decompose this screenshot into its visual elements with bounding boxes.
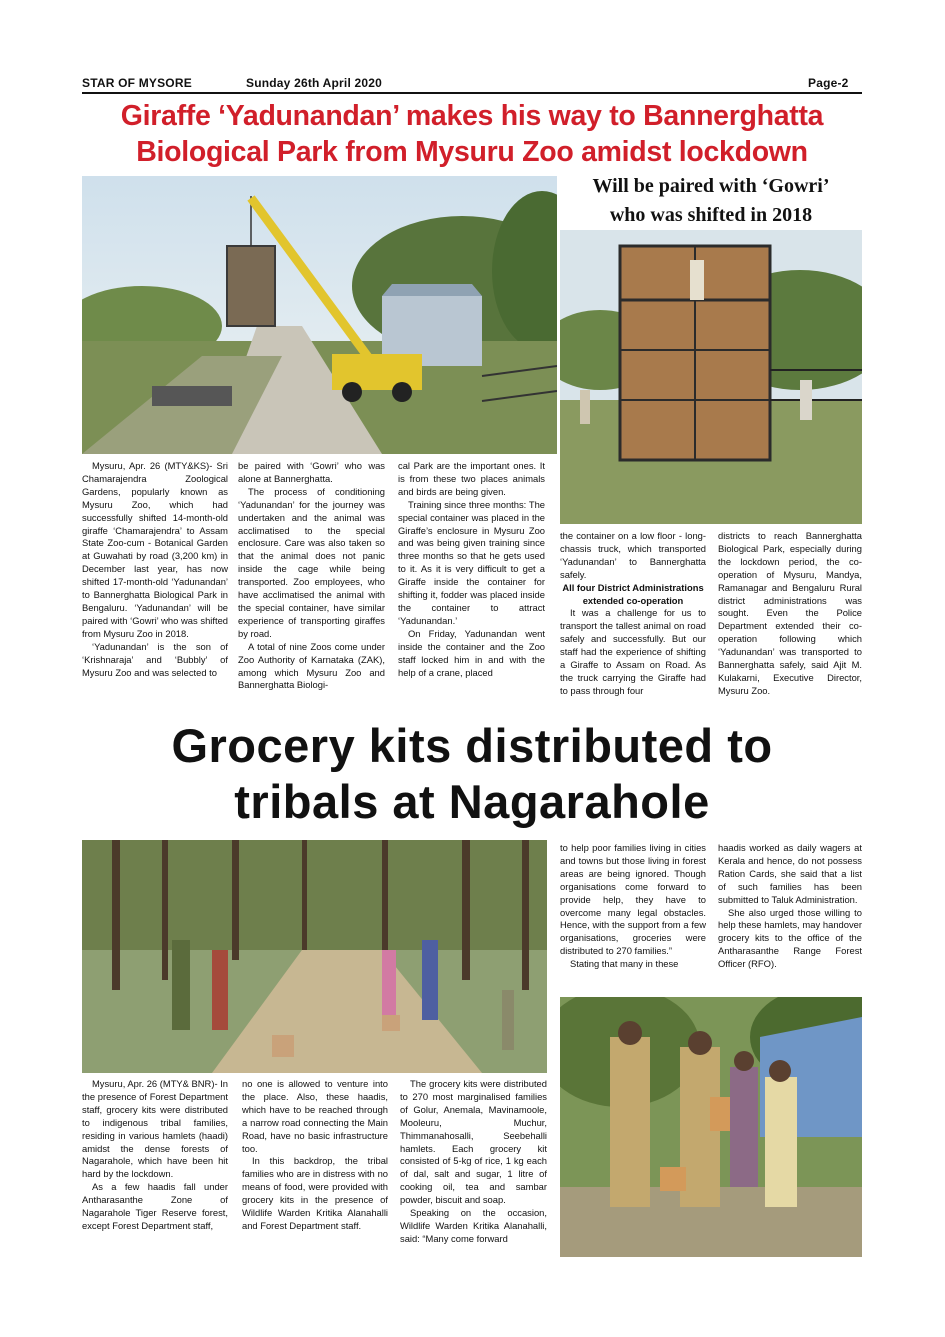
grocery-headline-line2: tribals at Nagarahole [234, 775, 710, 828]
handover-photo [560, 997, 862, 1257]
giraffe-col-2-para-3: A total of nine Zoos come under Zoo Authority of Karnataka (ZAK), among which Mysuru Zoo and Bannerghatta Biologi- [238, 640, 385, 691]
giraffe-col-3-para-2: Training since three months: The special container was placed in the Giraffe’s enclosure in Mysuru Zoo and was being given training since three months so that he gets used to it. As it is very difficult to get a Giraffe inside the container for shifting it, fodder was placed inside the container to attract ‘Yadunandan.’ [398, 498, 545, 626]
giraffe-col-4-para-2: It was a challenge for us to transport the tallest animal on road safely and successfully. But our staff had the experience of shifting a Giraffe to Assam on Road. As the truck carrying the Giraffe had to pass through four [560, 607, 706, 696]
grocery-top-right-para-1: haadis worked as daily wagers at Kerala and hence, do not possess Ration Cards, she said that a list of such families has been submitted to Taluk Administration. [718, 842, 862, 905]
district-cooperation-subhead [560, 582, 706, 608]
grocery-headline-line1: Grocery kits distributed to [171, 719, 773, 772]
giraffe-col-2 [238, 460, 385, 692]
forest-distribution-photo [82, 840, 547, 1073]
grocery-col-2-para-1: no one is allowed to venture into the place. Also, these haadis, which have to be reached through a narrow road connecting the Main Road, have no basic infrastructure too. [242, 1078, 388, 1154]
district-subhead-line1: All four District Administrations [562, 581, 704, 593]
giraffe-subhead [560, 172, 862, 230]
grocery-top-col-right [718, 842, 862, 971]
page-number: Page-2 [808, 76, 849, 90]
giraffe-headline [82, 98, 862, 170]
grocery-col-2 [242, 1078, 388, 1233]
giraffe-col-2-para-2: The process of conditioning ‘Yadunandan’ for the journey was undertaken and the animal was acclimatised to the special enclosure. Care was also taken so that the animal does not panic inside the cage while being transported. Zoo employees, who have acclimatised the animal with the special container, have similar experience of transporting giraffes by road. [238, 485, 385, 639]
giraffe-col-3 [398, 460, 545, 679]
crane-container-illustration [82, 176, 557, 454]
giraffe-col-2-para-1: be paired with ‘Gowri’ who was alone at Bannerghatta. [238, 460, 385, 484]
masthead-rule [82, 92, 862, 94]
giraffe-col-1-para-1: Mysuru, Apr. 26 (MTY&KS)- Sri Chamarajendra Zoological Gardens, popularly known as Mysuru Zoo, which had successfully shifted 14-month-old giraffe ‘Chamarajendra’ to Assam State Zoo-cum - Botanical Garden at Guwahati by road (3,200 km) in December last year, has now shifted 17-month-old ‘Yadunandan’ to Bannerghatta Biological Park in Bengaluru. ‘Yadunandan’ will be paired with ‘Gowri’ who was shifted from Mysuru Zoo in 2018. [82, 460, 228, 639]
giraffe-col-1-para-2: ‘Yadunandan’ is the son of ‘Krishnaraja’ and ‘Bubbly’ of Mysuru Zoo and was selected to [82, 640, 228, 678]
grocery-col-2-para-2: In this backdrop, the tribal families who are in distress with no means of food, were provided with grocery kits in the presence of Wildlife Warden Kritika Alanahalli and Forest Department staff. [242, 1155, 388, 1231]
giraffe-col-4-para-1: the container on a low floor - long-chassis truck, which transported ‘Yadunandan’ to Bannerghatta safely. [560, 530, 706, 580]
issue-date: Sunday 26th April 2020 [246, 76, 383, 90]
giraffe-col-1 [82, 460, 228, 679]
forest-distribution-illustration [82, 840, 547, 1073]
grocery-headline [82, 718, 862, 830]
grocery-col-1-para-1: Mysuru, Apr. 26 (MTY& BNR)- In the presence of Forest Department staff, grocery kits were distributed to indigenous tribal families, residing in various hamlets (haadi) amidst the dense forests of Nagarahole, which have been hit hard by the lockdown. [82, 1078, 228, 1180]
giraffe-col-4 [560, 530, 706, 698]
giraffe-headline-line2: Biological Park from Mysuru Zoo amidst lockdown [136, 136, 808, 168]
giraffe-subhead-line1: Will be paired with ‘Gowri’ [592, 175, 830, 197]
giraffe-col-5-para-1: districts to reach Bannerghatta Biological Park, especially during the lockdown period, the co-operation of Mysuru, Mandya, Ramanagar and Bengaluru Rural district administrations was sought. Even the Police Department extended their co-operation following which ‘Yadunandan’ was transported to Bannerghatta safely, said Ajit M. Kulakarni, Executive Director, Mysuru Zoo. [718, 530, 862, 696]
handover-illustration [560, 997, 862, 1257]
grocery-col-3-para-1: The grocery kits were distributed to 270 most marginalised families of Golur, Anemala, Mavinamoole, Mooleuru, Muchur, Thimmanahosalli, Seebehalli hamlets. Each grocery kit consisted of 5-kg of rice, 1 kg each of dal, salt and sugar, 1 litre of cooking oil, tea and sambar powder, biscuit and soap. [400, 1078, 547, 1206]
district-subhead-line2: extended co-operation [582, 594, 684, 606]
grocery-col-1 [82, 1078, 228, 1233]
grocery-top-right-para-2: She also urged those willing to help these hamlets, may handover grocery kits to the office of the Antharasanthe Range Forest Officer (RFO). [718, 906, 862, 970]
grocery-col-3 [400, 1078, 547, 1246]
grocery-col-3-para-2: Speaking on the occasion, Wildlife Warden Kritika Alanahalli, said: “Many come forward [400, 1207, 547, 1244]
giraffe-headline-line1: Giraffe ‘Yadunandan’ makes his way to Bannerghatta [120, 100, 824, 132]
giraffe-col-3-para-1: cal Park are the important ones. It is from these two places animals and birds are being given. [398, 460, 545, 497]
grocery-top-left-para-1: to help poor families living in cities and towns but those living in forest areas are being ignored. Though organisations come forward to provide help, they have to overcome many legal obstacles. Hence, with the support from a few organisations, groceries were distributed to 270 families.” [560, 842, 706, 957]
paper-name: STAR OF MYSORE [82, 76, 192, 90]
wooden-container-illustration [560, 230, 862, 524]
crane-container-photo [82, 176, 557, 454]
grocery-col-1-para-2: As a few haadis fall under Antharasanthe Zone of Nagarahole Tiger Reserve forest, except Forest Department staff, [82, 1181, 228, 1231]
giraffe-subhead-line2: who was shifted in 2018 [609, 204, 813, 226]
grocery-top-left-para-2: Stating that many in these [570, 958, 679, 970]
giraffe-container-photo [560, 230, 862, 524]
grocery-top-col-left [560, 842, 706, 971]
giraffe-col-3-para-3: On Friday, Yadunandan went inside the container and the Zoo staff locked him in and with the help of a crane, placed [398, 627, 545, 678]
giraffe-col-5 [718, 530, 862, 698]
